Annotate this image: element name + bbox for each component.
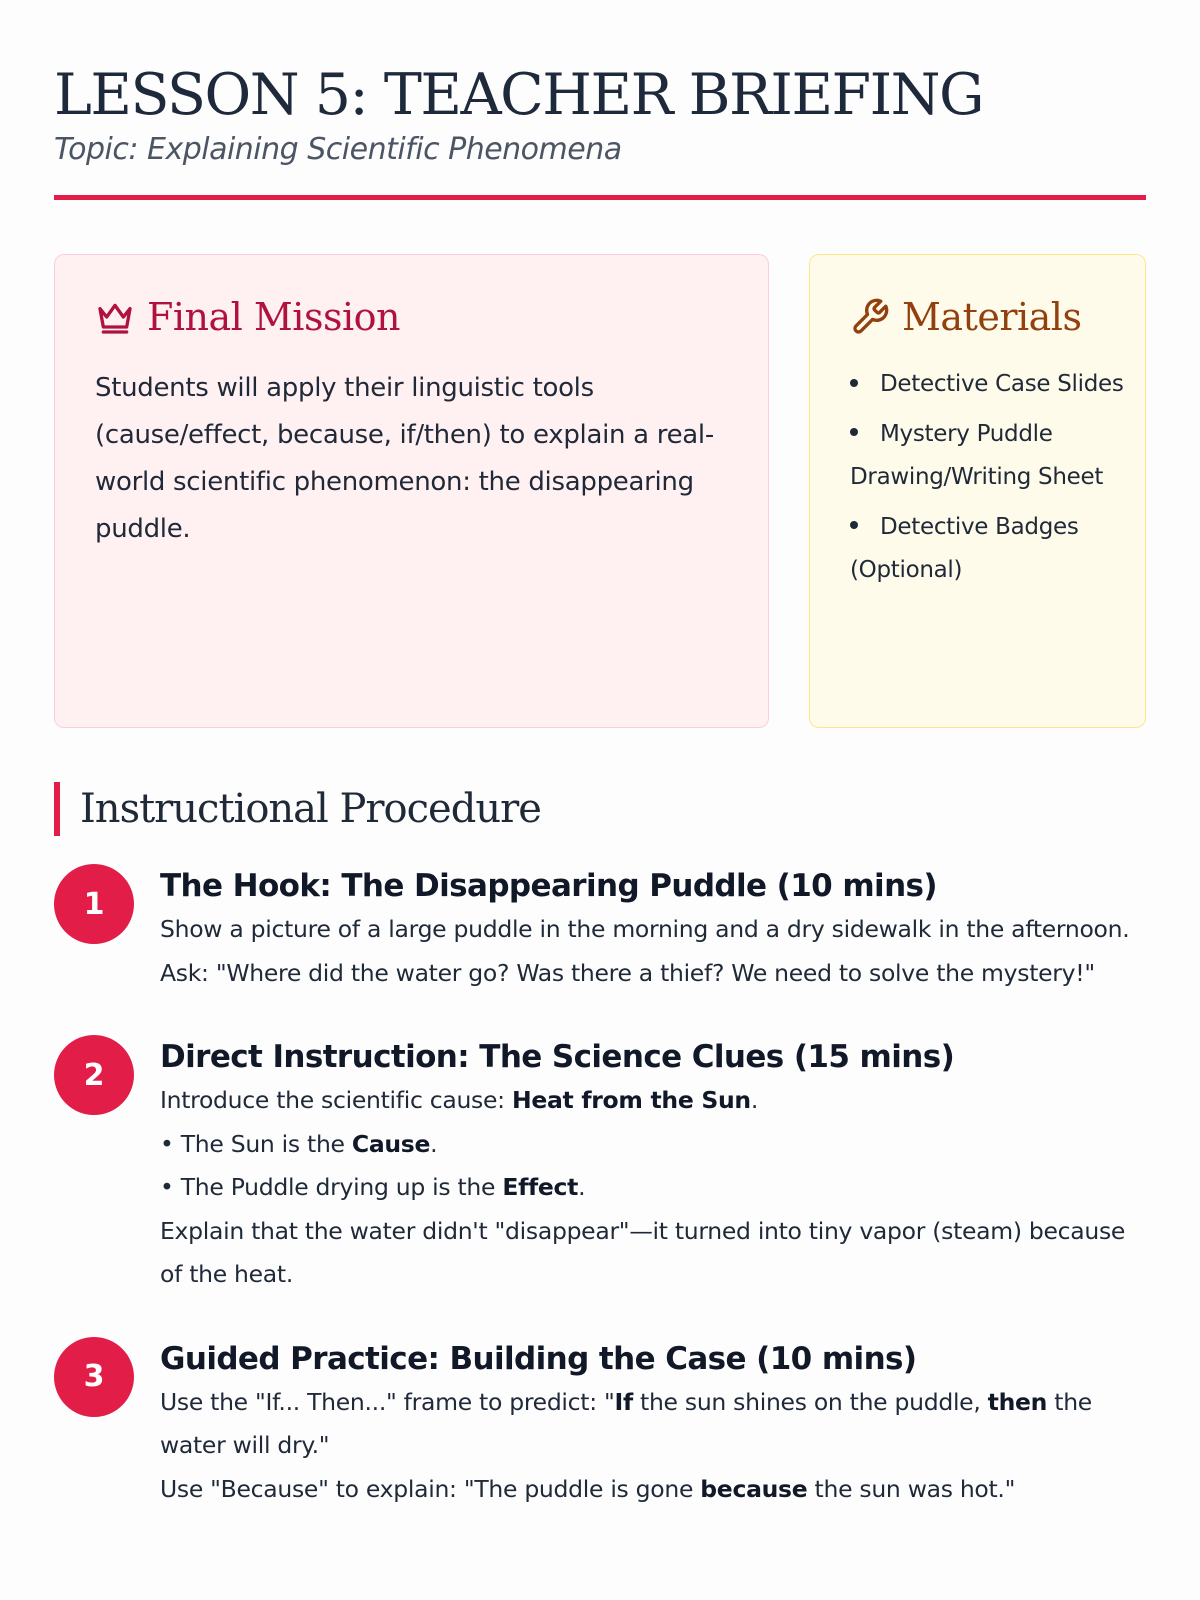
list-item	[850, 506, 1125, 593]
material-label: Detective Case Slides	[880, 371, 1124, 397]
step-body	[160, 1337, 1146, 1512]
step-text-line: Introduce the scientific cause: Heat from the Sun.	[160, 1086, 758, 1114]
step-title: Direct Instruction: The Science Clues (15 mins)	[160, 1039, 955, 1075]
step-bullet: • The Puddle drying up is the Effect.	[160, 1173, 586, 1201]
final-mission-title: Final Mission	[147, 295, 400, 339]
step-number-badge: 3	[54, 1337, 134, 1417]
page-subtitle: Topic: Explaining Scientific Phenomena	[54, 132, 622, 167]
step-bullet: • The Sun is the Cause.	[160, 1129, 438, 1158]
step-body	[160, 1035, 1146, 1297]
step-title: Guided Practice: Building the Case (10 mins)	[160, 1340, 917, 1377]
step-body	[160, 864, 1146, 995]
procedure-title: Instructional Procedure	[80, 786, 541, 832]
step-text: Show a picture of a large puddle in the morning and a dry sidewalk in the afternoon. Ask: "Where did the water go? Was there a thief? We need to solve the mystery!"	[160, 915, 1130, 987]
material-label: Detective Badges (Optional)	[850, 513, 1079, 583]
procedure-section-header	[54, 782, 1146, 836]
page-title: LESSON 5: TEACHER BRIEFING	[54, 62, 984, 128]
bullet-icon	[850, 379, 858, 387]
materials-card	[809, 254, 1146, 728]
step-title: The Hook: The Disappearing Puddle (10 mins)	[160, 868, 937, 904]
list-item	[850, 363, 1125, 407]
final-mission-card	[54, 254, 769, 728]
materials-list	[850, 363, 1125, 593]
crown-icon	[95, 297, 135, 337]
final-mission-header	[95, 295, 728, 339]
step-text-line: Use the "If... Then..." frame to predict: "If the sun shines on the puddle, then the water will dry."	[160, 1387, 1092, 1459]
material-label: Mystery Puddle Drawing/Writing Sheet	[850, 420, 1104, 490]
info-cards	[54, 254, 1146, 728]
procedure-step	[54, 1337, 1146, 1512]
bullet-icon	[850, 428, 858, 436]
step-text-line: Use "Because" to explain: "The puddle is gone because the sun was hot."	[160, 1474, 1016, 1503]
materials-header	[850, 295, 1125, 339]
procedure-steps	[54, 864, 1146, 1511]
list-item	[850, 413, 1125, 500]
materials-title: Materials	[902, 295, 1082, 339]
wrench-icon	[850, 297, 890, 337]
title-divider	[54, 195, 1146, 200]
procedure-step	[54, 1035, 1146, 1297]
step-number-badge: 1	[54, 864, 134, 944]
step-number-badge: 2	[54, 1035, 134, 1115]
step-text-line: Explain that the water didn't "disappear"—it turned into tiny vapor (steam) because of the heat.	[160, 1216, 1126, 1288]
final-mission-text: Students will apply their linguistic tools (cause/effect, because, if/then) to explain a real-world scientific phenomenon: the disappearing puddle.	[95, 373, 714, 544]
procedure-step	[54, 864, 1146, 995]
bullet-icon	[850, 521, 858, 529]
